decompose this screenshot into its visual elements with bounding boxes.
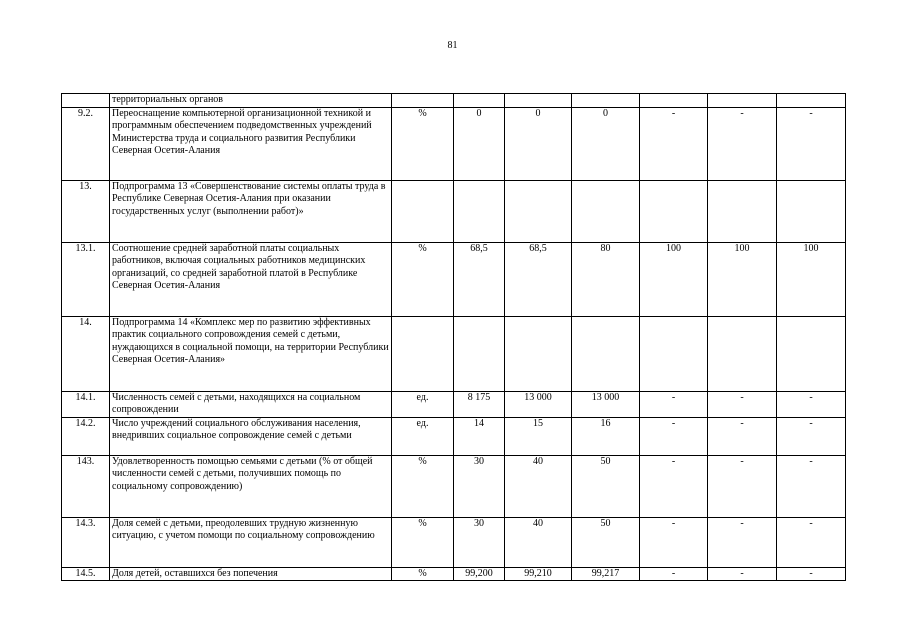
value-cell: - bbox=[640, 417, 708, 455]
value-cell bbox=[708, 180, 777, 242]
value-cell: 14 bbox=[454, 417, 505, 455]
value-cell bbox=[777, 94, 846, 108]
row-number: 14.1. bbox=[62, 391, 110, 417]
row-number bbox=[62, 94, 110, 108]
value-cell: 40 bbox=[505, 455, 572, 517]
indicator-name: Число учреждений социального обслуживания населения, внедривших социальное сопровождение семей с детьми bbox=[110, 417, 392, 455]
row-number: 14.5. bbox=[62, 567, 110, 581]
value-cell: - bbox=[708, 455, 777, 517]
value-cell: - bbox=[777, 517, 846, 567]
value-cell: 50 bbox=[572, 455, 640, 517]
value-cell: 50 bbox=[572, 517, 640, 567]
value-cell: 100 bbox=[708, 242, 777, 316]
unit-cell: % bbox=[392, 107, 454, 180]
value-cell: 30 bbox=[454, 517, 505, 567]
value-cell: - bbox=[640, 455, 708, 517]
row-number: 143. bbox=[62, 455, 110, 517]
indicator-name: Доля семей с детьми, преодолевших трудную жизненную ситуацию, с учетом помощи по социальному сопровождению bbox=[110, 517, 392, 567]
value-cell: 13 000 bbox=[572, 391, 640, 417]
value-cell: 99,200 bbox=[454, 567, 505, 581]
indicator-name: Подпрограмма 13 «Совершенствование системы оплаты труда в Республике Северная Осетия-Алания при оказании государственных услуг (выполнении работ)» bbox=[110, 180, 392, 242]
value-cell: - bbox=[708, 391, 777, 417]
value-cell: - bbox=[777, 417, 846, 455]
value-cell bbox=[454, 180, 505, 242]
value-cell: - bbox=[640, 391, 708, 417]
table-row bbox=[62, 242, 846, 316]
indicators-table bbox=[61, 93, 846, 581]
value-cell bbox=[505, 180, 572, 242]
unit-cell: ед. bbox=[392, 417, 454, 455]
value-cell bbox=[640, 180, 708, 242]
value-cell bbox=[640, 94, 708, 108]
table-row bbox=[62, 316, 846, 391]
value-cell bbox=[572, 180, 640, 242]
value-cell: 30 bbox=[454, 455, 505, 517]
unit-cell bbox=[392, 316, 454, 391]
row-number: 14.3. bbox=[62, 517, 110, 567]
value-cell: 100 bbox=[777, 242, 846, 316]
value-cell: - bbox=[640, 567, 708, 581]
unit-cell: ед. bbox=[392, 391, 454, 417]
value-cell: 0 bbox=[572, 107, 640, 180]
indicator-name: Подпрограмма 14 «Комплекс мер по развитию эффективных практик социального сопровождения семей с детьми, нуждающихся в социальной помощи, на территории Республики Северная Осетия-Алания» bbox=[110, 316, 392, 391]
value-cell bbox=[708, 94, 777, 108]
value-cell bbox=[454, 94, 505, 108]
row-number: 14. bbox=[62, 316, 110, 391]
value-cell: 99,210 bbox=[505, 567, 572, 581]
indicator-name: территориальных органов bbox=[110, 94, 392, 108]
value-cell: 15 bbox=[505, 417, 572, 455]
value-cell bbox=[454, 316, 505, 391]
unit-cell: % bbox=[392, 242, 454, 316]
value-cell: 8 175 bbox=[454, 391, 505, 417]
value-cell: - bbox=[708, 517, 777, 567]
value-cell: 80 bbox=[572, 242, 640, 316]
value-cell: - bbox=[708, 107, 777, 180]
value-cell bbox=[505, 94, 572, 108]
value-cell: 0 bbox=[505, 107, 572, 180]
row-number: 14.2. bbox=[62, 417, 110, 455]
table-row bbox=[62, 94, 846, 108]
value-cell: - bbox=[708, 567, 777, 581]
value-cell: - bbox=[777, 567, 846, 581]
value-cell: 40 bbox=[505, 517, 572, 567]
value-cell: - bbox=[777, 391, 846, 417]
row-number: 13. bbox=[62, 180, 110, 242]
value-cell: - bbox=[777, 455, 846, 517]
value-cell bbox=[505, 316, 572, 391]
unit-cell bbox=[392, 94, 454, 108]
row-number: 13.1. bbox=[62, 242, 110, 316]
unit-cell: % bbox=[392, 455, 454, 517]
unit-cell bbox=[392, 180, 454, 242]
value-cell bbox=[640, 316, 708, 391]
indicator-name: Соотношение средней заработной платы социальных работников, включая социальных работников медицинских организаций, со средней заработной платой в Республике Северная Осетия-Алания bbox=[110, 242, 392, 316]
value-cell: - bbox=[777, 107, 846, 180]
value-cell: 13 000 bbox=[505, 391, 572, 417]
unit-cell: % bbox=[392, 517, 454, 567]
indicator-name: Удовлетворенность помощью семьями с детьми (% от общей численности семей с детьми, получивших помощь по социальному сопровождению) bbox=[110, 455, 392, 517]
indicator-name: Доля детей, оставшихся без попечения bbox=[110, 567, 392, 581]
value-cell bbox=[708, 316, 777, 391]
table-row bbox=[62, 391, 846, 417]
value-cell bbox=[572, 94, 640, 108]
value-cell bbox=[572, 316, 640, 391]
value-cell bbox=[777, 316, 846, 391]
row-number: 9.2. bbox=[62, 107, 110, 180]
table-row bbox=[62, 417, 846, 455]
indicator-name: Переоснащение компьютерной организационной техникой и программным обеспечением подведомственных учреждений Министерства труда и социального развития Республики Северная Осетия-Алания bbox=[110, 107, 392, 180]
page-number: 81 bbox=[447, 40, 458, 51]
value-cell: 100 bbox=[640, 242, 708, 316]
table-row bbox=[62, 567, 846, 581]
value-cell bbox=[777, 180, 846, 242]
value-cell: 0 bbox=[454, 107, 505, 180]
table-row bbox=[62, 107, 846, 180]
value-cell: - bbox=[640, 517, 708, 567]
table-row bbox=[62, 517, 846, 567]
value-cell: - bbox=[708, 417, 777, 455]
table-row bbox=[62, 455, 846, 517]
value-cell: 99,217 bbox=[572, 567, 640, 581]
value-cell: 16 bbox=[572, 417, 640, 455]
indicator-name: Численность семей с детьми, находящихся на социальном сопровождении bbox=[110, 391, 392, 417]
unit-cell: % bbox=[392, 567, 454, 581]
value-cell: 68,5 bbox=[454, 242, 505, 316]
value-cell: - bbox=[640, 107, 708, 180]
value-cell: 68,5 bbox=[505, 242, 572, 316]
table-row bbox=[62, 180, 846, 242]
